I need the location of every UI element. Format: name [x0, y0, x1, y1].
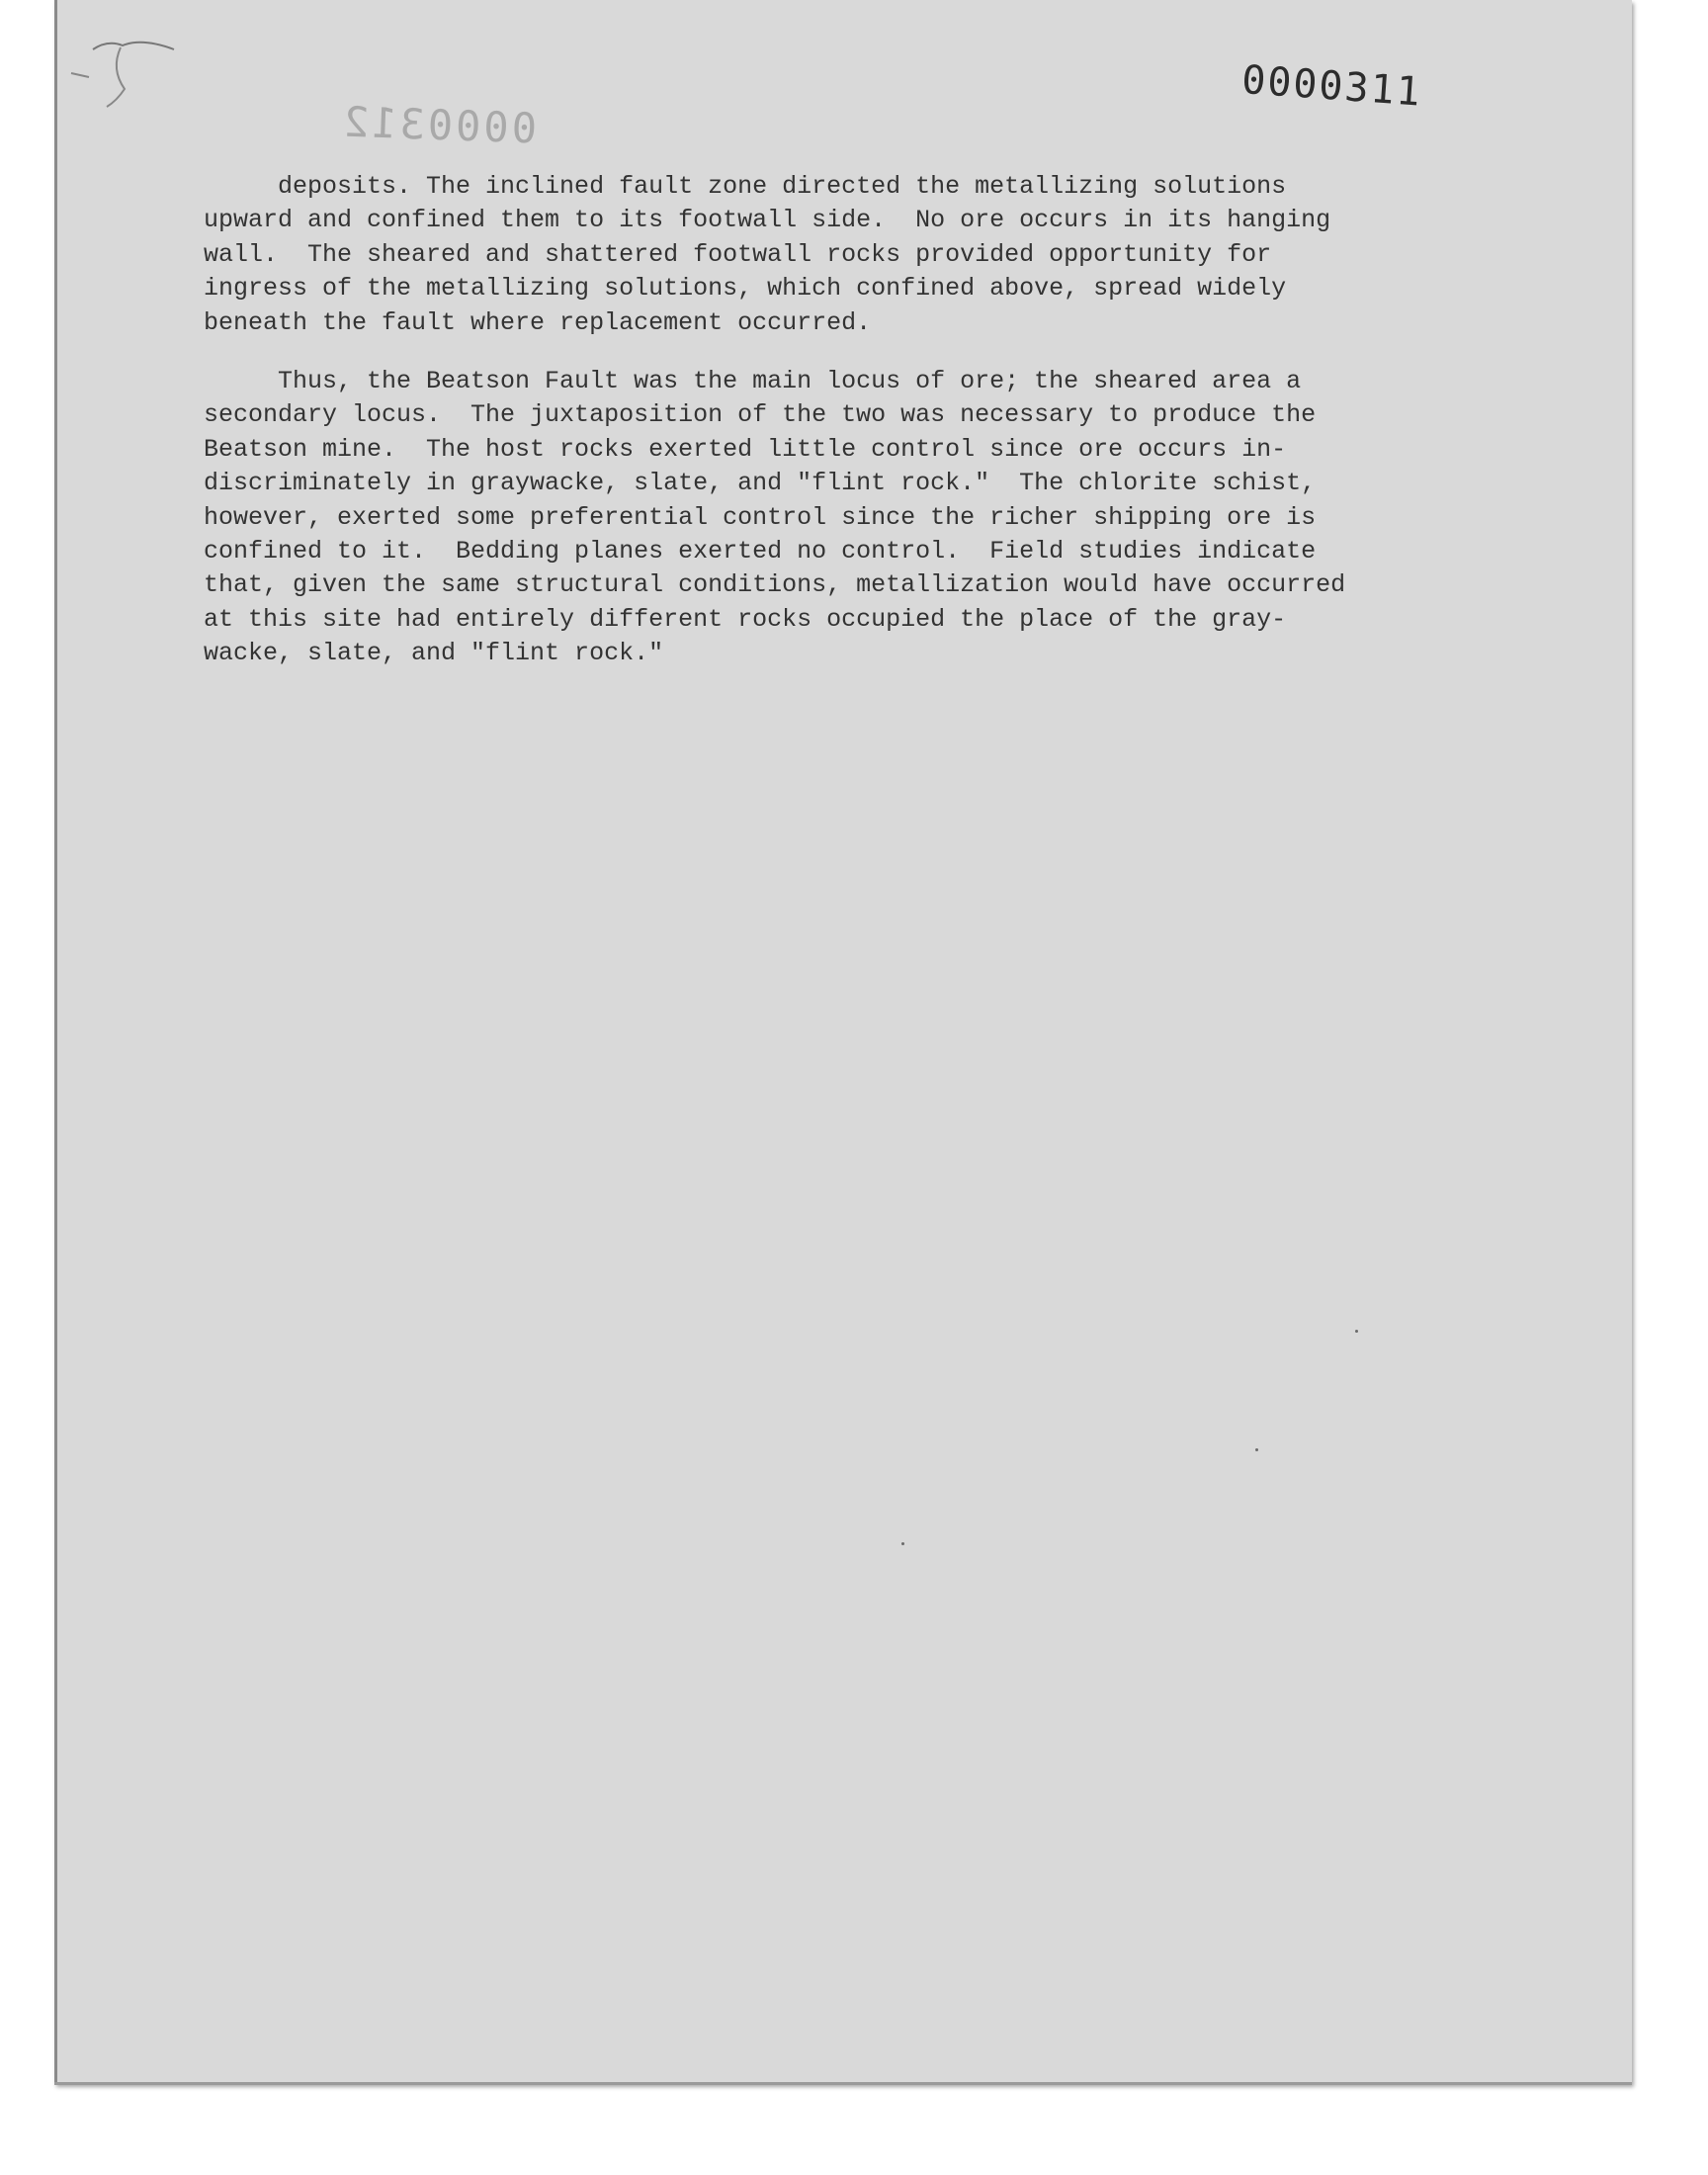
text-line: Thus, the Beatson Fault was the main locus of ore; the sheared area a	[204, 367, 1302, 396]
text-line: discriminately in graywacke, slate, and "flint rock." The chlorite schist,	[204, 469, 1317, 498]
text-line: ingress of the metallizing solutions, which confined above, spread widely	[204, 274, 1287, 304]
text-line: at this site had entirely different rocks occupied the place of the gray-	[204, 604, 1287, 634]
sheet-edge	[54, 2082, 1632, 2085]
text-line: wacke, slate, and "flint rock."	[204, 639, 664, 668]
text-line: Beatson mine. The host rocks exerted little control since ore occurs in-	[204, 434, 1287, 464]
paper-speck	[1355, 1330, 1358, 1333]
pencil-mark-icon	[63, 30, 192, 119]
sheet-edge	[54, 0, 57, 2084]
mirrored-stamp-number: 0000312	[340, 97, 538, 153]
text-line: secondary locus. The juxtaposition of the two was necessary to produce the	[204, 400, 1317, 430]
paper-speck	[1255, 1448, 1258, 1451]
text-line: confined to it. Bedding planes exerted no control. Field studies indicate	[204, 537, 1317, 566]
page-stamp-number: 0000311	[1239, 57, 1424, 116]
paragraph	[204, 365, 1489, 671]
text-line: beneath the fault where replacement occurred.	[204, 307, 872, 337]
text-line: upward and confined them to its footwall side. No ore occurs in its hanging	[204, 206, 1331, 235]
text-line: however, exerted some preferential control since the richer shipping ore is	[204, 502, 1317, 532]
text-line: that, given the same structural conditions, metallization would have occurred	[204, 570, 1346, 600]
paragraph	[204, 170, 1489, 340]
document-body	[204, 170, 1489, 696]
text-line: deposits. The inclined fault zone directed the metallizing solutions	[204, 172, 1287, 201]
paper-speck	[901, 1542, 904, 1545]
text-line: wall. The sheared and shattered footwall rocks provided opportunity for	[204, 239, 1272, 269]
